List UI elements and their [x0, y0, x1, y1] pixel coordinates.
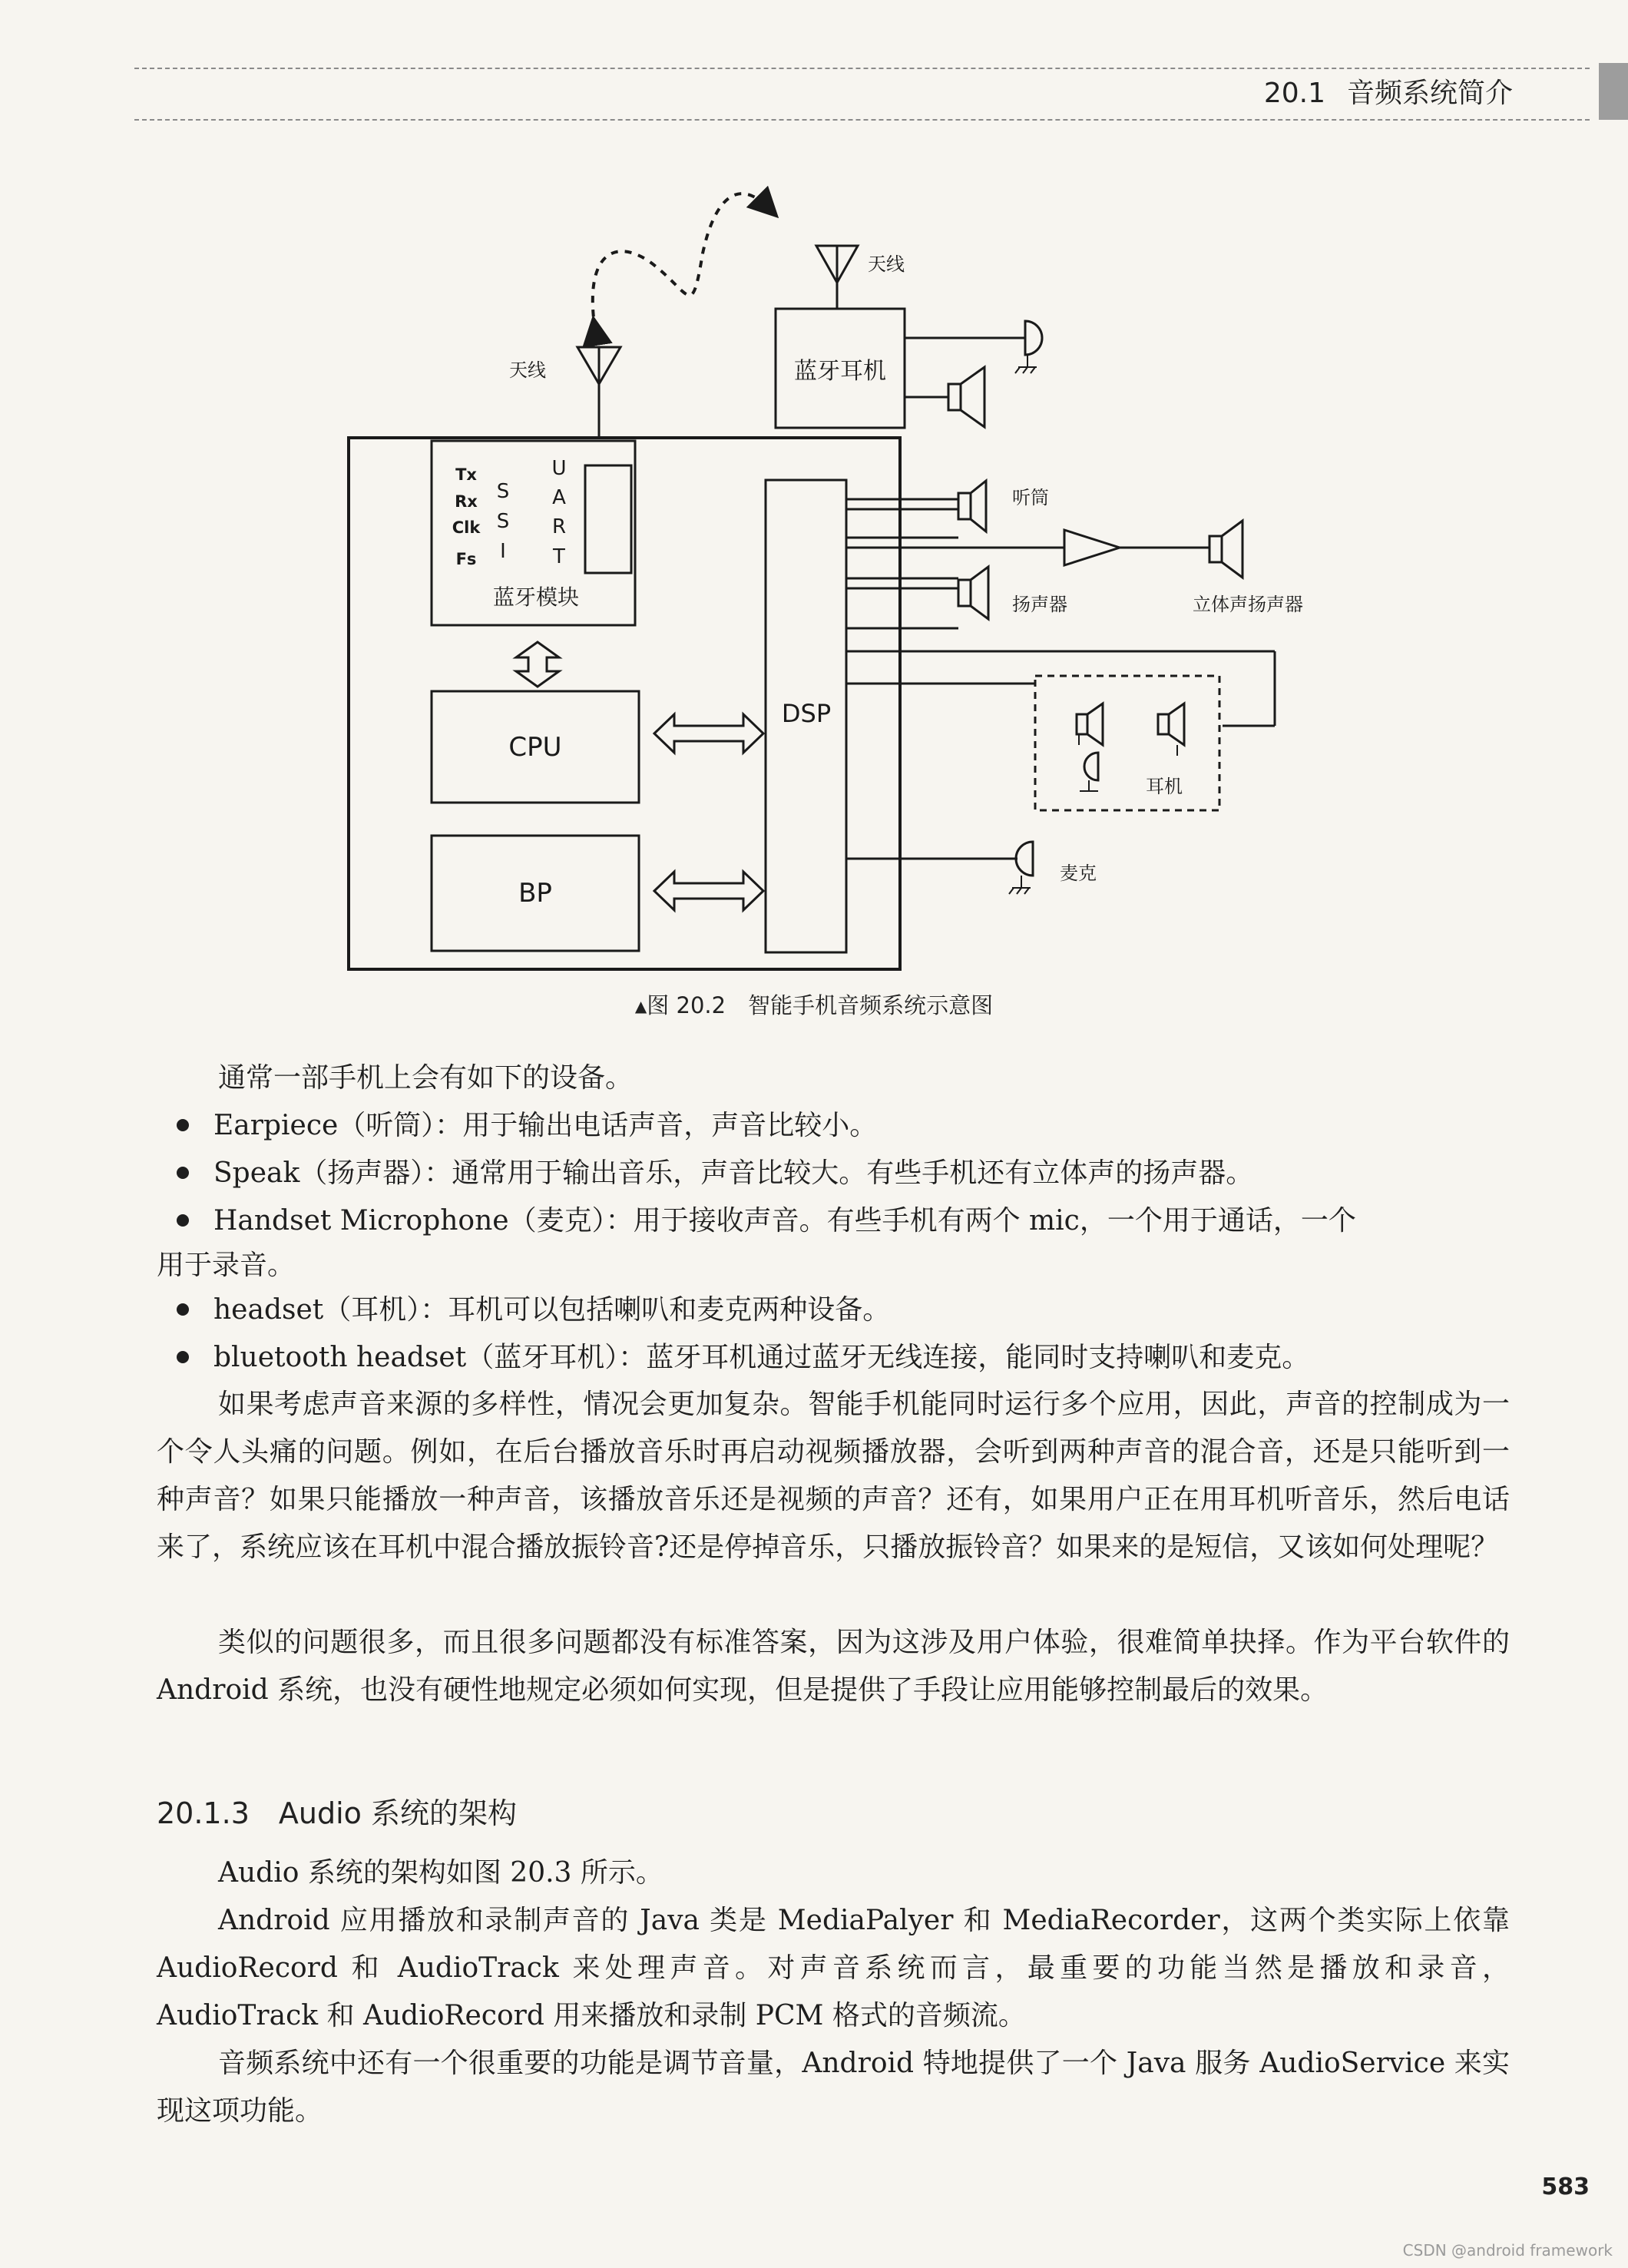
- bt-cpu-arrow: [516, 642, 559, 687]
- cpu-dsp-arrow: [654, 714, 763, 753]
- bullet-icon: [177, 1119, 189, 1131]
- intro-line: 通常一部手机上会有如下的设备。: [218, 1062, 634, 1094]
- audio-system-diagram: [0, 0, 1628, 1014]
- speaker-label: 扬声器: [1012, 594, 1067, 615]
- ssi-letter-3: I: [500, 540, 506, 563]
- bullet-icon: [177, 1351, 189, 1363]
- wireless-link: [593, 194, 768, 330]
- bullet-microphone-continuation: 用于录音。: [157, 1250, 296, 1281]
- bullet-text: Handset Microphone（麦克）：用于接收声音。有些手机有两个 mic，一个用于通话，一个: [213, 1205, 1356, 1237]
- headset-antenna-icon: [816, 246, 858, 309]
- bullet-icon: [177, 1303, 189, 1316]
- bullet-headset: [213, 1286, 890, 1334]
- phone-antenna-icon: [577, 347, 620, 439]
- watermark: CSDN @android framework: [1402, 2241, 1613, 2260]
- section-heading: 20.1.3 Audio 系统的架构: [157, 1796, 517, 1830]
- pin-rx: Rx: [455, 492, 478, 511]
- headphone-left-speaker-icon: [1077, 704, 1103, 745]
- paragraph-java-classes: Android 应用播放和录制声音的 Java 类是 MediaPalyer 和 MediaRecorder，这两个类实际上依靠 AudioRecord 和 AudioTrack 来处理声音。对声音系统而言，最重要的功能当然是播放和录音，AudioTrack 和 AudioRecord 用来播放和录制 PCM 格式的音频流。: [157, 1905, 1510, 2031]
- bt-module-label: 蓝牙模块: [492, 584, 580, 610]
- bt-headset-label: 蓝牙耳机: [794, 358, 886, 385]
- phone-antenna-label: 天线: [509, 359, 546, 381]
- headphone-right-speaker-icon: [1158, 704, 1184, 756]
- paragraph-architecture-intro: Audio 系统的架构如图 20.3 所示。: [218, 1857, 663, 1889]
- page-number: 583: [1541, 2174, 1590, 2200]
- uart-letter-1: U: [551, 457, 567, 480]
- pin-clk: Clk: [452, 518, 481, 537]
- headphone-mic-icon: [1080, 753, 1098, 791]
- uart-letter-2: A: [552, 486, 566, 509]
- speaker-icon: [958, 567, 988, 619]
- headphones-group: [1035, 676, 1219, 810]
- headphones-label: 耳机: [1146, 776, 1183, 797]
- pin-tx: Tx: [455, 465, 477, 484]
- bp-label: BP: [518, 878, 552, 909]
- bullet-icon: [177, 1214, 189, 1227]
- caption-marker-icon: ▲: [634, 997, 647, 1015]
- stereo-speaker-icon: [1209, 521, 1243, 578]
- bullet-icon: [177, 1167, 189, 1179]
- headset-antenna-label: 天线: [868, 253, 905, 275]
- stereo-speaker-label: 立体声扬声器: [1193, 594, 1303, 615]
- dsp-label: DSP: [781, 699, 832, 728]
- headset-mic-icon: [1015, 321, 1042, 373]
- bullet-speaker: [213, 1150, 1253, 1197]
- bullet-text: headset（耳机）：耳机可以包括喇叭和麦克两种设备。: [213, 1294, 891, 1326]
- header-section-title: 音频系统简介: [1346, 78, 1513, 109]
- pin-fs: Fs: [455, 550, 477, 568]
- uart-letter-4: T: [553, 545, 565, 568]
- headset-speaker-icon: [948, 367, 984, 427]
- earpiece-icon: [958, 481, 986, 531]
- ssi-letter-2: S: [496, 510, 510, 533]
- header-section-number: 20.1: [1263, 78, 1325, 109]
- paragraph-audio-service: 音频系统中还有一个很重要的功能是调节音量，Android 特地提供了一个 Java 服务 AudioService 来实现这项功能。: [157, 2048, 1510, 2127]
- earpiece-label: 听筒: [1012, 487, 1049, 508]
- ssi-letter-1: S: [496, 480, 510, 503]
- bullet-microphone: [213, 1197, 1356, 1245]
- cpu-label: CPU: [508, 732, 562, 763]
- paragraph-sound-sources: 如果考虑声音来源的多样性，情况会更加复杂。智能手机能同时运行多个应用，因此，声音的控制成为一个令人头痛的问题。例如，在后台播放音乐时再启动视频播放器，会听到两种声音的混合音，还是只能听到一种声音？如果只能播放一种声音，该播放音乐还是视频的声音？还有，如果用户正在用耳机听音乐，然后电话来了，系统应该在耳机中混合播放振铃音?还是停掉音乐，只播放振铃音？如果来的是短信，又该如何处理呢？: [157, 1389, 1510, 1563]
- bullet-text: bluetooth headset（蓝牙耳机）：蓝牙耳机通过蓝牙无线连接，能同时支持喇叭和麦克。: [213, 1342, 1310, 1373]
- bullet-text: Speak（扬声器）：通常用于输出音乐，声音比较大。有些手机还有立体声的扬声器。: [213, 1157, 1254, 1189]
- bullet-bluetooth-headset: [213, 1334, 1309, 1382]
- uart-port-box: [585, 465, 631, 573]
- amplifier-icon: [1064, 530, 1120, 565]
- mic-label: 麦克: [1060, 863, 1097, 884]
- uart-letter-3: R: [551, 515, 567, 538]
- caption-text: 图 20.2 智能手机音频系统示意图: [647, 992, 994, 1018]
- mic-icon: [1009, 842, 1033, 894]
- bullet-text: Earpiece（听筒）：用于输出电话声音，声音比较小。: [213, 1110, 878, 1141]
- bullet-earpiece: [213, 1102, 877, 1150]
- bp-dsp-arrow: [654, 872, 763, 910]
- figure-caption: [0, 988, 1628, 1020]
- paragraph-no-standard-answer: 类似的问题很多，而且很多问题都没有标准答案，因为这涉及用户体验，很难简单抉择。作为平台软件的 Android 系统，也没有硬性地规定必须如何实现，但是提供了手段让应用能够控制最后的效果。: [157, 1627, 1510, 1706]
